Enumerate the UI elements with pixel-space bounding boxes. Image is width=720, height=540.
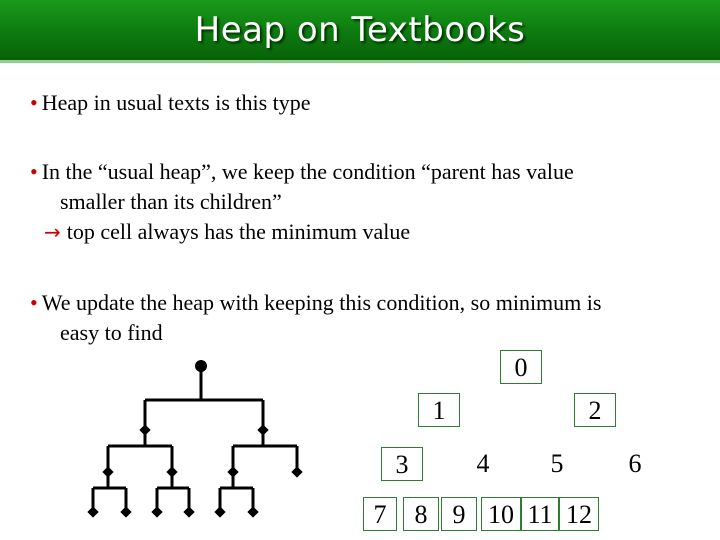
bullet-2-sub: top cell always has the minimum value bbox=[66, 219, 411, 244]
heap-cell-2: 2 bbox=[574, 393, 616, 427]
bullet-dot-icon: • bbox=[30, 290, 38, 315]
bullet-3-line-1: We update the heap with keeping this condition, so minimum is bbox=[41, 290, 602, 315]
heap-cell-1: 1 bbox=[418, 393, 460, 427]
heap-cell-5: 5 bbox=[550, 449, 564, 478]
bullet-dot-icon: • bbox=[30, 90, 38, 115]
heap-cell-8: 8 bbox=[403, 497, 439, 531]
heap-cell-4: 4 bbox=[476, 449, 490, 478]
heap-cell-11: 11 bbox=[521, 497, 559, 531]
heap-cell-6: 6 bbox=[628, 449, 642, 478]
heap-cell-9: 9 bbox=[441, 497, 477, 531]
heap-cell-7: 7 bbox=[363, 497, 397, 531]
heap-cell-0: 0 bbox=[500, 350, 542, 384]
bullet-3-line-2: easy to find bbox=[60, 320, 163, 345]
bullet-2-line-1: In the “usual heap”, we keep the condition “parent has value bbox=[41, 159, 574, 184]
bullet-2-line-2: smaller than its children” bbox=[60, 189, 282, 214]
arrow-right-icon: → bbox=[44, 220, 61, 244]
bullet-dot-icon: • bbox=[30, 159, 38, 184]
tree-edges bbox=[93, 366, 297, 512]
heap-cell-3: 3 bbox=[381, 447, 423, 481]
heap-cell-10: 10 bbox=[481, 497, 521, 531]
slide-title: Heap on Textbooks bbox=[194, 10, 526, 50]
tree-nodes bbox=[87, 360, 302, 518]
heap-cell-12: 12 bbox=[559, 497, 599, 531]
tree-root-node bbox=[195, 360, 207, 372]
bullet-1-line-1: Heap in usual texts is this type bbox=[41, 90, 311, 115]
